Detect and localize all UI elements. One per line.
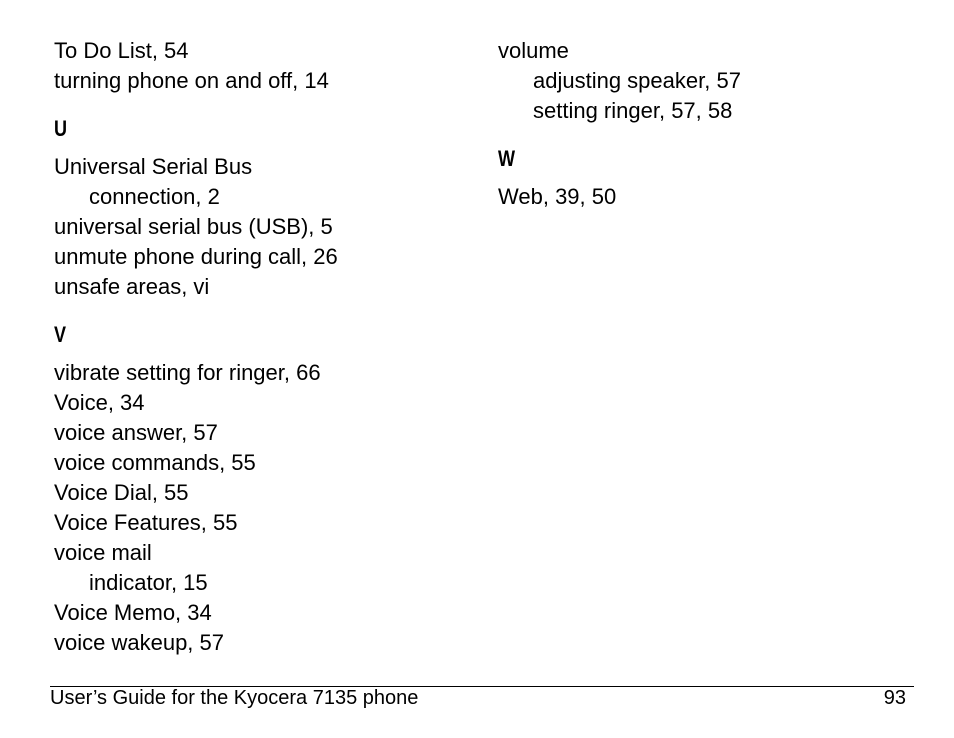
index-column-right (498, 36, 918, 212)
index-letter-heading: W (498, 146, 516, 171)
index-subentry: connection, 2 (89, 184, 220, 209)
index-subentry: setting ringer, 57, 58 (533, 98, 733, 123)
index-entry: voice answer, 57 (54, 420, 218, 445)
index-entry: Universal Serial Bus (54, 154, 253, 179)
page-number: 93 (883, 687, 906, 709)
index-entry: turning phone on and off, 14 (54, 68, 329, 93)
index-entry: Voice, 34 (54, 390, 145, 415)
index-entry: universal serial bus (USB), 5 (54, 214, 333, 239)
index-entry: Voice Features, 55 (54, 510, 238, 535)
index-entry: unsafe areas, vi (54, 274, 210, 299)
index-subentry: adjusting speaker, 57 (533, 68, 741, 93)
index-entry: Web, 39, 50 (498, 184, 617, 209)
page-footer (50, 686, 914, 709)
index-entry: voice commands, 55 (54, 450, 256, 475)
index-letter-heading: U (54, 116, 68, 141)
index-entry: Voice Memo, 34 (54, 600, 212, 625)
index-entry: vibrate setting for ringer, 66 (54, 360, 321, 385)
index-entry: voice wakeup, 57 (54, 630, 224, 655)
footer-title: User’s Guide for the Kyocera 7135 phone (50, 687, 419, 709)
index-entry: unmute phone during call, 26 (54, 244, 338, 269)
index-entry: To Do List, 54 (54, 38, 189, 63)
index-entry: volume (498, 38, 569, 63)
index-entry: voice mail (54, 540, 152, 565)
index-column-left (54, 36, 474, 658)
index-letter-heading: V (54, 322, 67, 347)
index-subentry: indicator, 15 (89, 570, 208, 595)
index-entry: Voice Dial, 55 (54, 480, 189, 505)
